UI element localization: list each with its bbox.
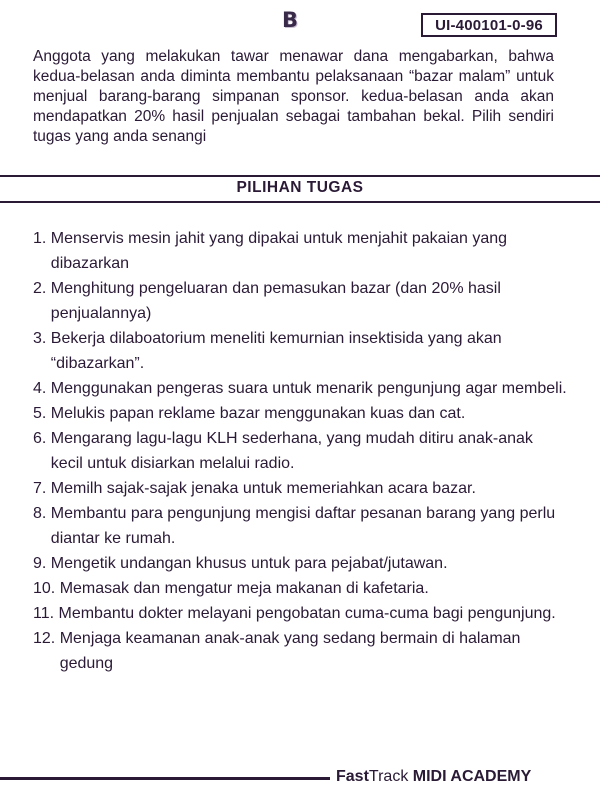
task-number: 5. bbox=[33, 405, 51, 422]
task-number: 12. bbox=[33, 630, 60, 647]
task-item bbox=[33, 401, 568, 426]
variant-letter: B bbox=[282, 8, 299, 32]
task-number: 7. bbox=[33, 480, 51, 497]
task-item bbox=[33, 501, 568, 551]
task-text: Mengetik undangan khusus untuk para pejabat/jutawan. bbox=[50, 555, 448, 572]
task-item bbox=[33, 476, 568, 501]
task-number: 6. bbox=[33, 430, 51, 447]
section-divider-top bbox=[0, 175, 600, 177]
task-item bbox=[33, 626, 568, 676]
task-text: Mengarang lagu-lagu KLH sederhana, yang mudah ditiru anak-anak kecil untuk disiarkan melalui radio. bbox=[50, 430, 533, 472]
task-text: Menjaga keamanan anak-anak yang sedang bermain di halaman gedung bbox=[59, 630, 521, 672]
task-number: 4. bbox=[33, 380, 51, 397]
task-item bbox=[33, 551, 568, 576]
task-list bbox=[33, 226, 568, 676]
task-number: 3. bbox=[33, 330, 51, 347]
task-number: 1. bbox=[33, 230, 51, 247]
task-item bbox=[33, 226, 568, 276]
task-text: Menggunakan pengeras suara untuk menarik pengunjung agar membeli. bbox=[50, 380, 567, 397]
footer-divider bbox=[0, 777, 330, 780]
task-number: 8. bbox=[33, 505, 51, 522]
task-text: Membantu para pengunjung mengisi daftar pesanan barang yang perlu diantar ke rumah. bbox=[50, 505, 556, 547]
section-divider-bottom bbox=[0, 201, 600, 203]
task-item bbox=[33, 426, 568, 476]
document-code: UI-400101-0-96 bbox=[421, 13, 557, 37]
footer-brand bbox=[336, 768, 531, 786]
section-title: PILIHAN TUGAS bbox=[236, 179, 364, 196]
task-item bbox=[33, 601, 568, 626]
task-text: Memilh sajak-sajak jenaka untuk memeriahkan acara bazar. bbox=[50, 480, 476, 497]
task-item bbox=[33, 276, 568, 326]
brand-fast: Fast bbox=[336, 768, 369, 785]
task-item bbox=[33, 376, 568, 401]
task-text: Menservis mesin jahit yang dipakai untuk menjahit pakaian yang dibazarkan bbox=[50, 230, 508, 272]
task-number: 10. bbox=[33, 580, 60, 597]
task-text: Membantu dokter melayani pengobatan cuma-cuma bagi pengunjung. bbox=[58, 605, 556, 622]
task-text: Bekerja dilaboatorium meneliti kemurnian insektisida yang akan “dibazarkan”. bbox=[50, 330, 502, 372]
task-text: Menghitung pengeluaran dan pemasukan bazar (dan 20% hasil penjualannya) bbox=[50, 280, 501, 322]
task-item bbox=[33, 326, 568, 376]
task-item bbox=[33, 576, 568, 601]
brand-academy: MIDI ACADEMY bbox=[412, 768, 532, 785]
task-number: 11. bbox=[33, 605, 59, 622]
task-text: Melukis papan reklame bazar menggunakan kuas dan cat. bbox=[50, 405, 466, 422]
brand-track: Track bbox=[368, 768, 409, 785]
task-text: Memasak dan mengatur meja makanan di kafetaria. bbox=[59, 580, 429, 597]
task-number: 9. bbox=[33, 555, 51, 572]
intro-paragraph: Anggota yang melakukan tawar menawar dana mengabarkan, bahwa kedua-belasan anda diminta membantu pelaksanaan “bazar malam” untuk menjual barang-barang simpanan sponsor. kedua-belasan anda akan mendapatkan 20% hasil penjualan sebagai tambahan bekal. Pilih sendiri tugas yang anda senangi bbox=[33, 48, 554, 145]
task-number: 2. bbox=[33, 280, 51, 297]
